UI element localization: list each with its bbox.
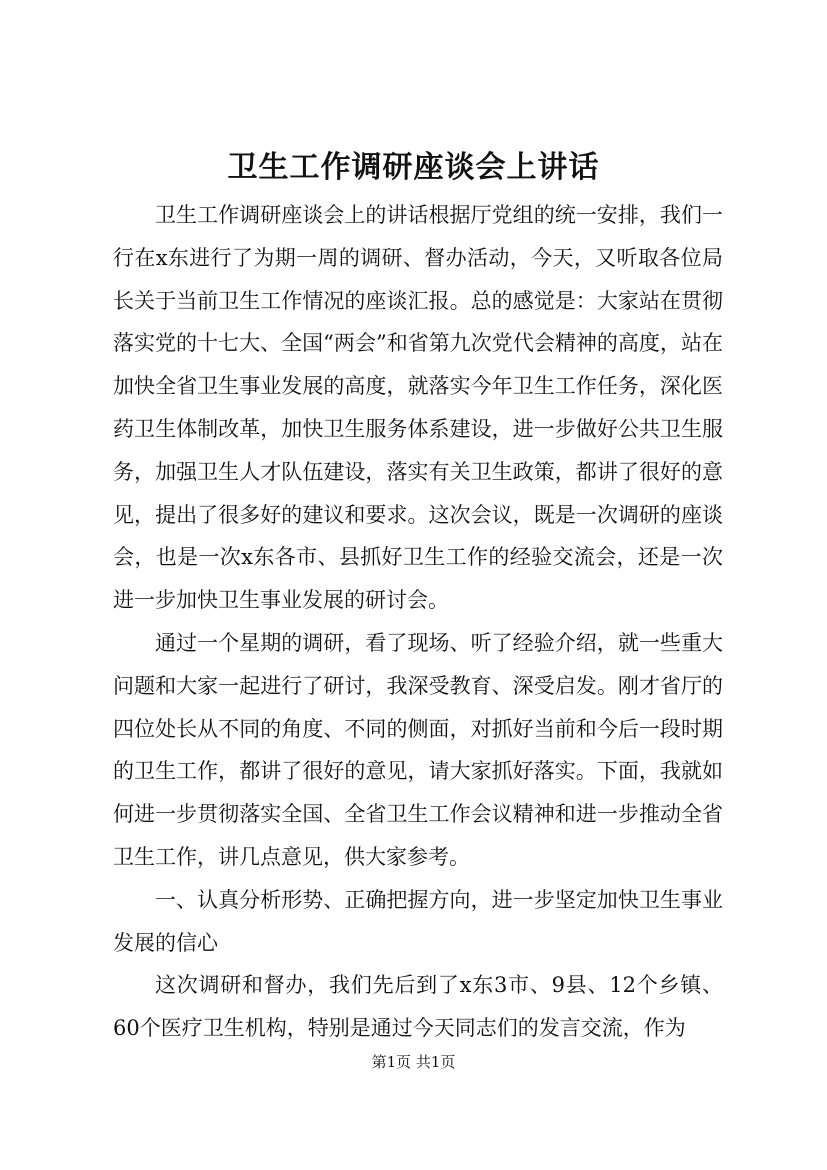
section-heading-1: 一、认真分析形势、正确把握方向，进一步坚定加快卫生事业发展的信心 [113, 887, 723, 955]
paragraph-intro: 卫生工作调研座谈会上的讲话根据厅党组的统一安排，我们一行在x东进行了为期一周的调研、督办活动，今天，又听取各位局长关于当前卫生工作情况的座谈汇报。总的感觉是：大家站在贯彻落实党的十七大、全国“两会”和省第九次党代会精神的高度，站在加快全省卫生事业发展的高度，就落实今年卫生工作任务，深化医药卫生体制改革，加快卫生服务体系建设，进一步做好公共卫生服务，加强卫生人才队伍建设，落实有关卫生政策，都讲了很好的意见，提出了很多好的建议和要求。这次会议，既是一次调研的座谈会，也是一次x东各市、县抓好卫生工作的经验交流会，还是一次进一步加快卫生事业发展的研讨会。 [113, 203, 723, 613]
paragraph-section-1: 这次调研和督办，我们先后到了x东3市、9县、12个乡镇、60个医疗卫生机构，特别是通过今天同志们的发言交流，作为 [113, 973, 723, 1041]
document-body [113, 194, 723, 1050]
page-footer: 第1页 共1页 [371, 1053, 456, 1071]
document-title: 卫生工作调研座谈会上讲话 [227, 150, 600, 185]
paragraph-research-summary: 通过一个星期的调研，看了现场、听了经验介绍，就一些重大问题和大家一起进行了研讨，我深受教育、深受启发。刚才省厅的四位处长从不同的角度、不同的侧面，对抓好当前和今后一段时期的卫生工作，都讲了很好的意见，请大家抓好落实。下面，我就如何进一步贯彻落实全国、全省卫生工作会议精神和进一步推动全省卫生工作，讲几点意见，供大家参考。 [113, 630, 723, 869]
